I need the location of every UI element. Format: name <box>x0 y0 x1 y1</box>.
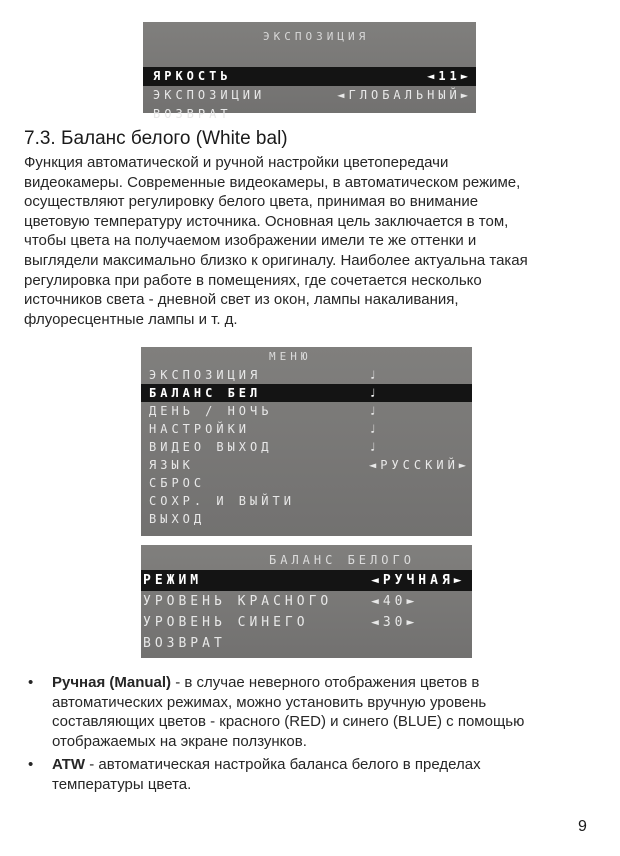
osd-row-label: НАСТРОЙКИ <box>149 422 251 436</box>
paragraph-line: осуществляют регулировку белого цвета, принимая во внимание <box>24 193 479 211</box>
osd-title: БАЛАНС БЕЛОГО <box>269 553 415 567</box>
osd-row-value: ♩ <box>369 404 381 418</box>
bullet-line: автоматических режимах, можно установить вручную уровень <box>52 693 487 711</box>
osd-row-red-level <box>141 591 472 612</box>
bullet-line-rest: - автоматическая настройка баланса белого в пределах <box>85 756 481 773</box>
osd-row-language <box>141 456 472 474</box>
osd-row-label: ВЫХОД <box>149 512 206 526</box>
osd-row-value: ♩ <box>369 422 381 436</box>
bullet-line: составляющих цветов - красного (RED) и синего (BLUE) с помощью <box>52 713 525 731</box>
osd-menu-screenshot <box>141 347 472 536</box>
osd-row-value: ◄РУССКИЙ► <box>369 458 471 472</box>
paragraph-line: источников света - дневной свет из окон, лампы накаливания, <box>24 291 459 309</box>
osd-row-label: УРОВЕНЬ КРАСНОГО <box>143 594 333 609</box>
page-number: 9 <box>578 818 587 835</box>
osd-row-label: ВОЗВРАТ <box>143 636 226 651</box>
bullet-term: Ручная (Manual) <box>52 674 172 691</box>
osd-row-brightness <box>143 67 476 86</box>
osd-row-label: СОХР. И ВЫЙТИ <box>149 494 295 508</box>
osd-row-label: БАЛАНС БЕЛ <box>149 386 262 400</box>
osd-title: МЕНЮ <box>269 350 312 363</box>
osd-row-label: УРОВЕНЬ СИНЕГО <box>143 615 309 630</box>
osd-row-return <box>141 633 472 654</box>
osd-row-reset <box>141 474 472 492</box>
osd-row-value: ♩ <box>369 386 381 400</box>
osd-row-label: ВОЗВРАТ <box>153 107 232 121</box>
osd-row-value: ♩ <box>369 368 381 382</box>
osd-row-value: ◄ГЛОБАЛЬНЫЙ► <box>337 88 472 102</box>
bullet-line <box>52 673 612 693</box>
osd-row-exposure <box>141 366 472 384</box>
osd-row-white-balance <box>141 384 472 402</box>
bullet-text <box>52 673 612 751</box>
osd-row-value: ◄11► <box>427 69 472 83</box>
paragraph-line: видеокамеры. Современные видеокамеры, в автоматическом режиме, <box>24 173 521 191</box>
osd-row-label: РЕЖИМ <box>143 573 203 588</box>
osd-white-balance-screenshot <box>141 545 472 658</box>
osd-row-return <box>143 105 476 124</box>
bullet-text <box>52 755 612 794</box>
osd-row-blue-level <box>141 612 472 633</box>
osd-row-save-exit <box>141 492 472 510</box>
paragraph-line: выглядели максимально близко к оригиналу. Наиболее актуальна такая <box>24 251 528 269</box>
osd-row-video-out <box>141 438 472 456</box>
bullet-term: ATW <box>52 756 86 773</box>
osd-row-label: ЯРКОСТЬ <box>153 69 232 83</box>
bullet-line-rest: - в случае неверного отображения цветов в <box>171 674 480 691</box>
osd-row-exposure <box>143 86 476 105</box>
paragraph-line: чтобы цвета на получаемом изображении имели те же оттенки и <box>24 232 477 250</box>
osd-row-value: ◄30► <box>371 615 419 630</box>
osd-row-value: ♩ <box>369 440 381 454</box>
bullet-marker: • <box>28 674 34 691</box>
osd-row-label: ЭКСПОЗИЦИИ <box>153 88 266 102</box>
section-heading: 7.3. Баланс белого (White bal) <box>24 128 288 149</box>
bullet-marker: • <box>28 756 34 773</box>
osd-row-label: ЭКСПОЗИЦИЯ <box>149 368 262 382</box>
section-paragraph <box>24 153 614 329</box>
paragraph-line: флуоресцентные лампы и т. д. <box>24 310 238 328</box>
osd-row-label: ЯЗЫК <box>149 458 194 472</box>
osd-row-settings <box>141 420 472 438</box>
osd-exposure-screenshot <box>143 22 476 121</box>
paragraph-line: Функция автоматической и ручной настройки цветопередачи <box>24 154 449 171</box>
paragraph-line: цветовую температуру источника. Основная цель заключается в том, <box>24 212 509 230</box>
osd-row-exit <box>141 510 472 528</box>
bullet-line: отображаемых на экране ползунков. <box>52 732 307 750</box>
osd-row-mode <box>141 570 472 591</box>
bullet-line <box>52 755 612 775</box>
paragraph-line: регулировка при работе в помещениях, где сочетается несколько <box>24 271 482 289</box>
osd-row-value: ◄40► <box>371 594 419 609</box>
osd-row-label: ВИДЕО ВЫХОД <box>149 440 273 454</box>
osd-row-day-night <box>141 402 472 420</box>
osd-row-label: ДЕНЬ / НОЧЬ <box>149 404 273 418</box>
osd-title: ЭКСПОЗИЦИЯ <box>263 30 370 43</box>
osd-row-value: ◄РУЧНАЯ► <box>371 573 466 588</box>
osd-row-label: СБРОС <box>149 476 206 490</box>
bullet-line: температуры цвета. <box>52 775 192 793</box>
